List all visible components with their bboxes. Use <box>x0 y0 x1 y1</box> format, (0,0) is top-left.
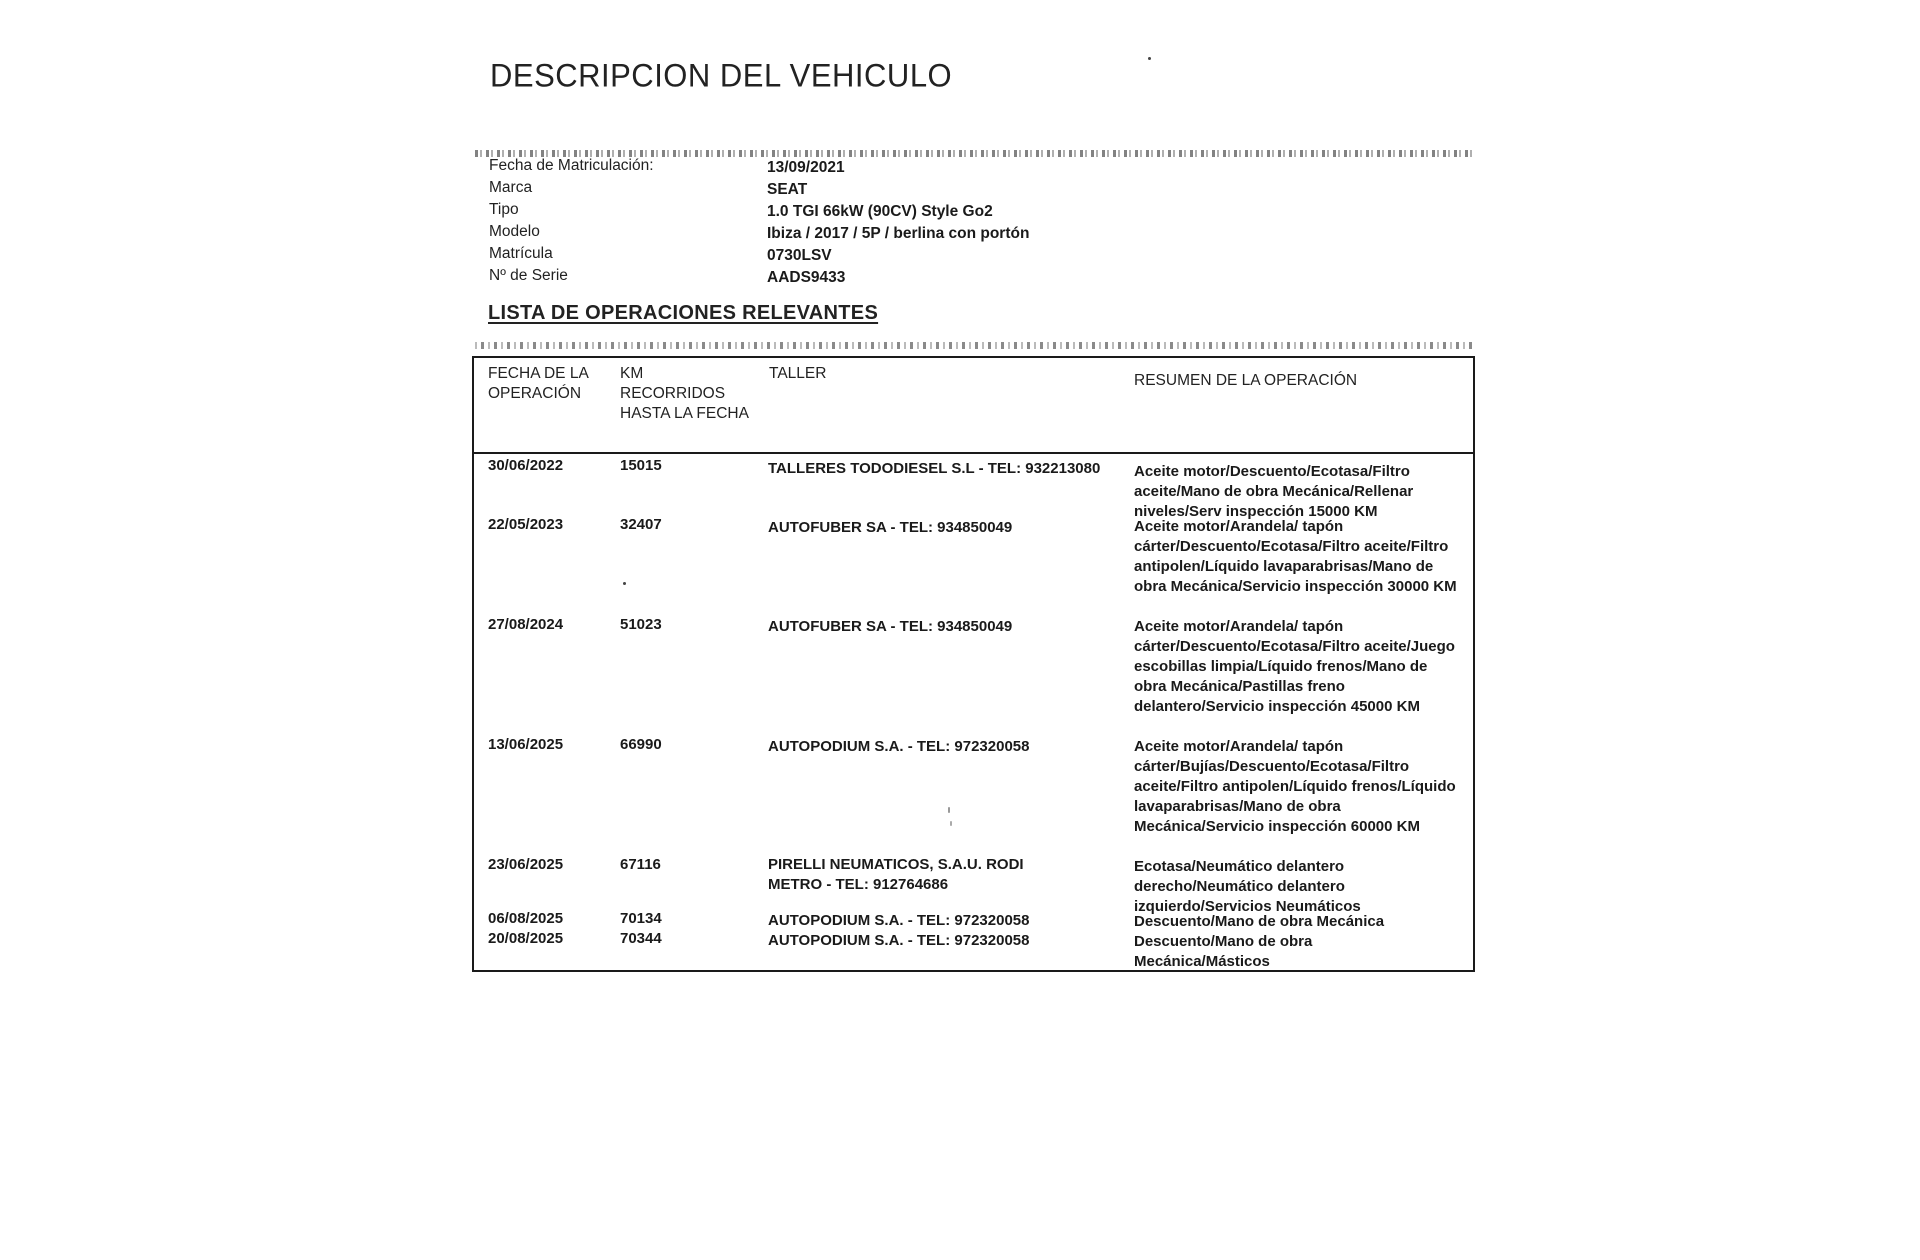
document-title: DESCRIPCION DEL VEHICULO <box>490 57 953 94</box>
cell-resumen: Aceite motor/Arandela/ tapón cárter/Bujías/Descuento/Ecotasa/Filtro aceite/Filtro antipolen/Líquido frenos/Líquido lavaparabrisas/Mano de obra Mecánica/Servicio inspección 60000 KM <box>1134 738 1456 835</box>
field-label-fecha-matriculacion: Fecha de Matriculación: <box>489 157 654 174</box>
cell-taller: AUTOPODIUM S.A. - TEL: 972320058 <box>768 738 1030 755</box>
cell-km: 51023 <box>620 616 662 633</box>
cell-fecha: 20/08/2025 <box>488 930 564 947</box>
cell-resumen: Descuento/Mano de obra Mecánica/Másticos <box>1134 933 1313 970</box>
cell-resumen: Aceite motor/Arandela/ tapón cárter/Descuento/Ecotasa/Filtro aceite/Filtro antipolen/Líquido lavaparabrisas/Mano de obra Mecánica/Servicio inspección 30000 KM <box>1134 518 1457 595</box>
operations-table-header <box>474 358 1473 454</box>
cell-resumen: Aceite motor/Descuento/Ecotasa/Filtro aceite/Mano de obra Mecánica/Rellenar niveles/Serv inspección 15000 KM <box>1134 463 1414 520</box>
column-header-fecha: FECHA DE LA OPERACIÓN <box>488 365 588 402</box>
field-value-marca: SEAT <box>767 181 808 198</box>
field-label-marca: Marca <box>489 179 533 196</box>
cell-taller: AUTOPODIUM S.A. - TEL: 972320058 <box>768 912 1030 929</box>
field-label-matricula: Matrícula <box>489 245 553 262</box>
cell-fecha: 30/06/2022 <box>488 457 564 474</box>
scan-speck <box>1148 57 1151 60</box>
field-value-numero-serie: AADS9433 <box>767 269 846 286</box>
cell-taller: AUTOFUBER SA - TEL: 934850049 <box>768 618 1013 635</box>
column-header-taller: TALLER <box>769 365 827 382</box>
field-value-modelo: Ibiza / 2017 / 5P / berlina con portón <box>767 225 1030 242</box>
cell-taller: AUTOFUBER SA - TEL: 934850049 <box>768 519 1013 536</box>
cell-resumen: Descuento/Mano de obra Mecánica <box>1134 913 1385 930</box>
field-value-matricula: 0730LSV <box>767 247 832 264</box>
scan-speck <box>950 821 952 826</box>
cell-km: 15015 <box>620 457 662 474</box>
field-label-modelo: Modelo <box>489 223 540 240</box>
cell-km: 70134 <box>620 910 662 927</box>
operations-table <box>472 356 1475 972</box>
field-label-tipo: Tipo <box>489 201 519 218</box>
cell-resumen: Aceite motor/Arandela/ tapón cárter/Descuento/Ecotasa/Filtro aceite/Juego escobillas limpia/Líquido frenos/Mano de obra Mecánica/Pastillas freno delantero/Servicio inspección 45000 KM <box>1134 618 1455 715</box>
operations-section-title: LISTA DE OPERACIONES RELEVANTES <box>488 302 879 324</box>
cell-taller: TALLERES TODODIESEL S.L - TEL: 932213080 <box>768 460 1101 477</box>
field-label-numero-serie: Nº de Serie <box>489 267 568 284</box>
cell-km: 67116 <box>620 856 661 873</box>
cell-taller: AUTOPODIUM S.A. - TEL: 972320058 <box>768 932 1030 949</box>
column-header-resumen: RESUMEN DE LA OPERACIÓN <box>1134 372 1358 389</box>
scan-noise-divider-bottom <box>475 342 1475 349</box>
scan-speck <box>623 582 626 585</box>
cell-km: 32407 <box>620 516 662 533</box>
cell-taller: PIRELLI NEUMATICOS, S.A.U. RODI METRO - TEL: 912764686 <box>768 856 1024 893</box>
cell-fecha: 22/05/2023 <box>488 516 564 533</box>
cell-fecha: 23/06/2025 <box>488 856 564 873</box>
cell-fecha: 27/08/2024 <box>488 616 564 633</box>
cell-fecha: 06/08/2025 <box>488 910 564 927</box>
column-header-km: KM RECORRIDOS HASTA LA FECHA <box>620 365 749 422</box>
field-value-tipo: 1.0 TGI 66kW (90CV) Style Go2 <box>767 203 993 220</box>
field-value-fecha-matriculacion: 13/09/2021 <box>767 159 845 176</box>
cell-resumen: Ecotasa/Neumático delantero derecho/Neumático delantero izquierdo/Servicios Neumáticos <box>1134 858 1361 915</box>
vehicle-info <box>489 156 1187 288</box>
cell-km: 66990 <box>620 736 662 753</box>
cell-km: 70344 <box>620 930 662 947</box>
cell-fecha: 13/06/2025 <box>488 736 564 753</box>
scan-speck <box>948 807 950 813</box>
